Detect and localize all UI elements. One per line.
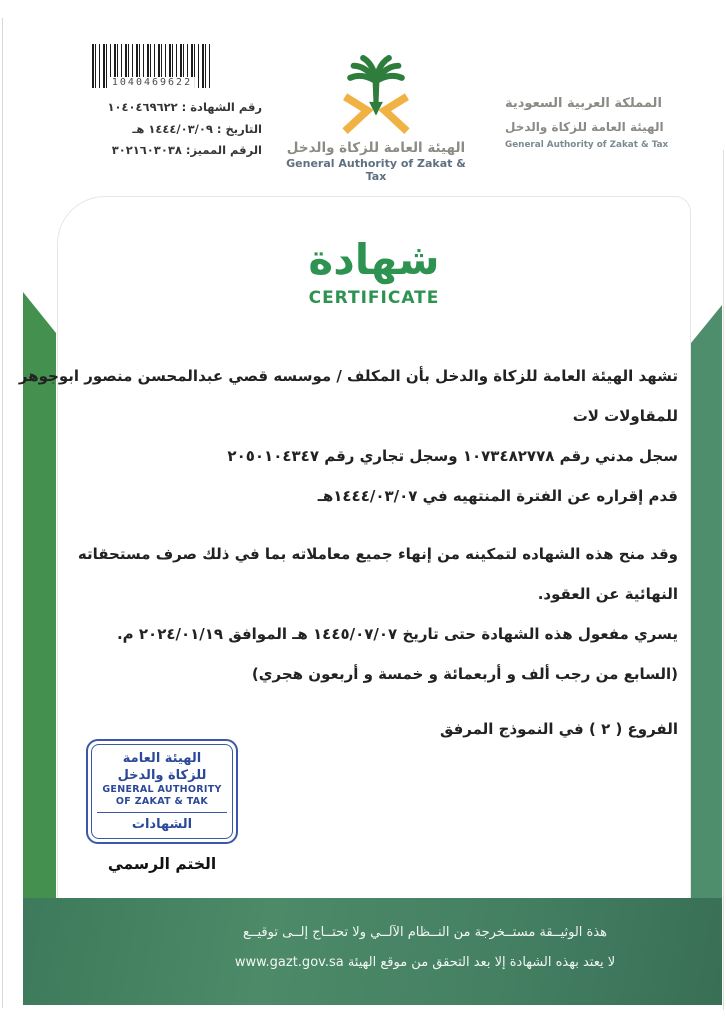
certificate-body [18,356,690,749]
certificate-body-line: (السابع من رجب ألف و أربعمائة و خمسة و أربعون هجري) [251,665,678,683]
stamp-certificates-label: الشهادات [131,817,193,832]
logo-title-arabic: الهيئة العامة للزكاة والدخل [286,140,466,156]
barcode [92,44,212,88]
stamp-authority-english-2: OF ZAKAT & TAK [115,796,209,807]
certificate-card [18,196,691,898]
stamp-content [91,744,233,839]
scan-edge-line-right [723,150,724,1010]
frame-band-right [691,305,722,898]
certificate-title-arabic: شهادة [308,235,440,284]
stamp-authority-arabic-1: الهيئة العامة [122,751,202,766]
certificate-body-line: تشهد الهيئة العامة للزكاة والدخل بأن المكلف / موسسه قصي عبدالمحسن منصور ابوجوهر [18,367,678,385]
header-meta-block [70,97,262,162]
official-stamp-block [86,739,238,873]
footer-notice [173,918,677,978]
logo-title-english: General Authority of Zakat & Tax [286,157,466,183]
certificate-body-line: قدم إقراره عن الفترة المنتهيه في ١٤٤٤/٠٣/٠٧هـ [317,487,678,505]
stamp-authority-english-1: GENERAL AUTHORITY [102,784,222,795]
header-org-block [505,92,701,152]
palm-and-swords-icon [278,52,474,138]
stamp-authority-arabic-2: للزكاة والدخل [117,768,207,783]
distinct-number-line: الرقم المميز: ٣٠٢١٦٠٣٠٣٨ [111,143,262,157]
certificate-body-line: النهائية عن العقود. [537,585,678,603]
barcode-digits: 1040469622 [109,77,195,88]
scan-edge-line-left [2,18,3,1008]
certificate-title [58,235,690,308]
authority-name-arabic: الهيئة العامة للزكاة والدخل [505,120,664,134]
certificate-body-line: وقد منح هذه الشهاده لتمكينه من إنهاء جميع معاملاته بما في ذلك صرف مستحقاته [77,545,678,563]
certificate-body-line: للمقاولات لات [572,407,678,425]
gazt-logo [278,52,474,183]
certificate-body-line: يسري مفعول هذه الشهادة حتى تاريخ ١٤٤٥/٠٧/٠٧ هـ الموافق ٢٠٢٤/٠١/١٩ م. [116,625,678,643]
certificate-number-line: رقم الشهادة : ١٠٤٠٤٦٩٦٢٢ [107,100,262,114]
footer-notice-line2: لا يعتد بهذه الشهادة إلا بعد التحقق من موقع الهيئة www.gazt.gov.sa [234,955,616,970]
official-seal-caption: الختم الرسمي [107,855,217,873]
frame-band-bottom [23,898,722,1005]
authority-name-english: General Authority of Zakat & Tax [505,140,669,150]
stamp-divider [97,812,227,813]
certificate-title-english: CERTIFICATE [308,288,440,308]
certificate-body-line: سجل مدني رقم ١٠٧٣٤٨٢٧٧٨ وسجل تجاري رقم ٢٠٥٠١٠٤٣٤٧ [227,447,678,465]
stamp-border [86,739,238,844]
certificate-branches-line: الفروع ( ٢ ) في النموذج المرفق [439,720,678,738]
kingdom-name-arabic: المملكة العربية السعودية [505,96,662,111]
issue-date-line: التاريخ : ١٤٤٤/٠٣/٠٩ هـ [132,121,262,136]
footer-notice-line1: هذة الوثيــقة مستــخرجة من النــظام الآلــي ولا تحتــاج إلــى توقيــع [242,925,608,940]
